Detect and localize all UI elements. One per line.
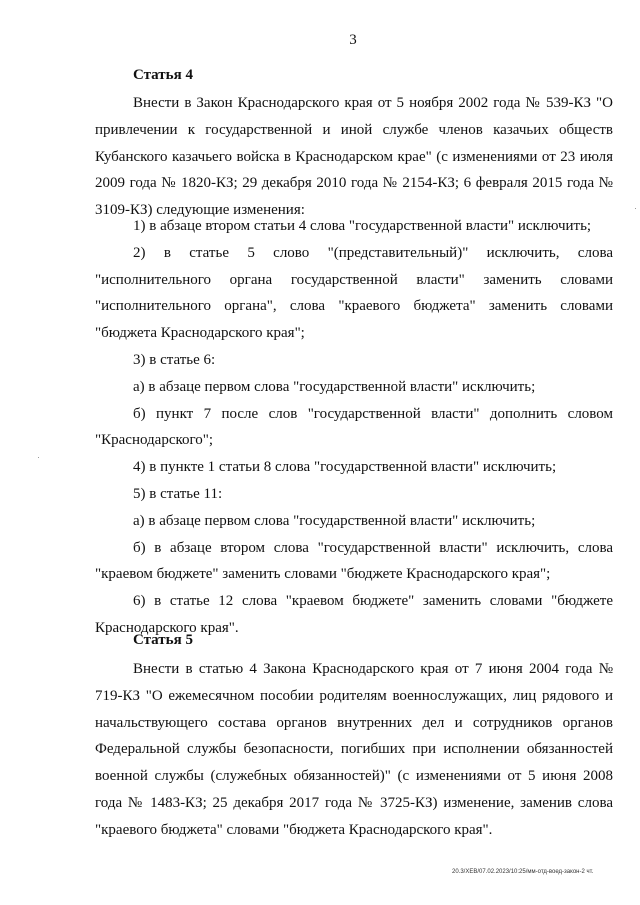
page-number: 3 bbox=[349, 32, 357, 48]
list-item: 6) в статье 12 слова "краевом бюджете" заменить словами "бюджете Краснодарского края". bbox=[95, 593, 613, 636]
list-item: 4) в пункте 1 статьи 8 слова "государственной власти" исключить; bbox=[133, 459, 557, 476]
article-5-heading: Статья 5 bbox=[133, 632, 193, 648]
list-item: 2) в статье 5 слово "(представительный)" исключить, слова "исполнительного органа государственной власти" заменить словами "исполнительного органа", слова "краевого бюджета" заменить словами "бюджета Краснодарского края"; bbox=[95, 244, 613, 342]
scan-mark bbox=[38, 457, 39, 458]
list-item: 3) в статье 6: bbox=[133, 351, 216, 368]
article-5-text: Внести в статью 4 Закона Краснодарского края от 7 июня 2004 года № 719-КЗ "О ежемесячном пособии родителям военнослужащих, лиц рядового и начальствующего состава органов внутренних дел и сотрудников органов Федеральной службы безопасности, погибших при исполнении обязанностей военной службы (служебных обязанностей)" (с изменениями от 5 июня 2008 года № 1483-КЗ; 25 декабря 2017 года № 3725-КЗ) изменение, заменив слова "краевого бюджета" словами "бюджета Краснодарского края". bbox=[95, 661, 613, 838]
scan-mark bbox=[635, 208, 636, 209]
list-item: а) в абзаце первом слова "государственной власти" исключить; bbox=[133, 378, 536, 395]
list-item: б) пункт 7 после слов "государственной власти" дополнить словом "Краснодарского"; bbox=[95, 405, 613, 449]
list-item: 1) в абзаце втором статьи 4 слова "государственной власти" исключить; bbox=[133, 218, 592, 234]
article-4-heading: Статья 4 bbox=[133, 67, 193, 83]
list-item: б) в абзаце втором слова "государственной власти" исключить, слова "краевом бюджете" заменить словами "бюджете Краснодарского края"; bbox=[95, 539, 613, 583]
article-4-items bbox=[95, 213, 613, 642]
article-4-intro: Внести в Закон Краснодарского края от 5 ноября 2002 года № 539-КЗ "О привлечении к государственной и иной службе членов казачьих обществ Кубанского казачьего войска в Краснодарском крае" (с изменениями от 23 июля 2009 года № 1820-КЗ; 29 декабря 2010 года № 2154-КЗ; 6 февраля 2015 года № 3109-КЗ) следующие изменения: bbox=[95, 95, 613, 219]
document-footer: 20.3/XEB/07.02.2023/10:25/мм-отд-воед-закон-2 чт. bbox=[452, 869, 594, 875]
list-item: 5) в статье 11: bbox=[133, 485, 223, 502]
list-item: а) в абзаце первом слова "государственной власти" исключить; bbox=[133, 512, 536, 529]
